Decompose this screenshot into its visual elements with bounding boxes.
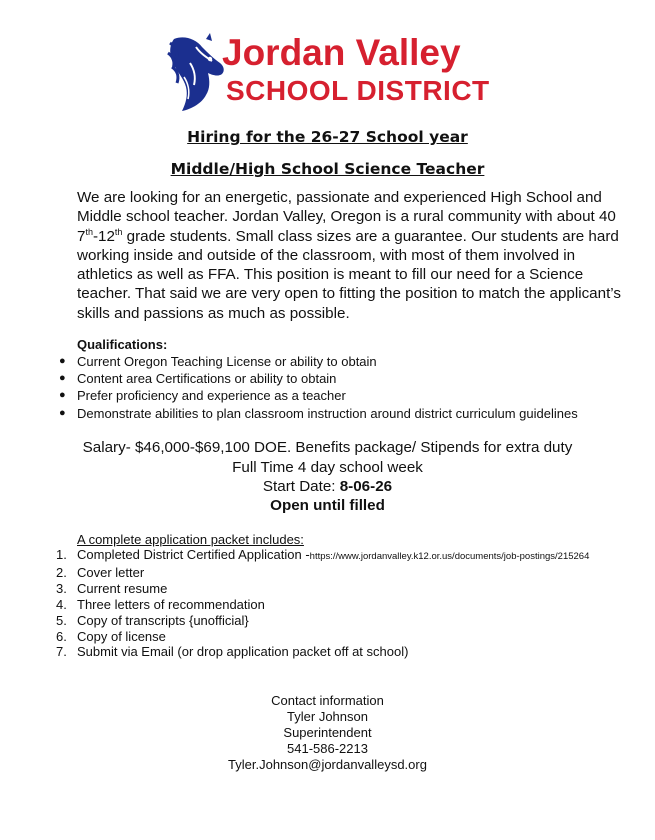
intro-paragraph — [77, 188, 622, 323]
list-item — [56, 597, 636, 613]
packet-item-text: Copy of transcripts {unofficial} — [77, 612, 249, 628]
intro-sup-1: th — [85, 226, 93, 237]
bullet-icon: ● — [59, 406, 66, 419]
list-item — [56, 629, 636, 645]
contact-email[interactable]: Tyler.Johnson@jordanvalleysd.org — [228, 757, 427, 772]
list-item — [56, 387, 636, 404]
qualifications-list — [56, 353, 636, 422]
list-item — [56, 613, 636, 629]
hiring-heading: Hiring for the 26-27 School year — [187, 128, 468, 146]
start-date-line — [0, 478, 655, 495]
contact-role: Superintendent — [283, 725, 372, 740]
list-item — [56, 565, 636, 581]
packet-list — [56, 547, 636, 660]
intro-sup-2: th — [114, 226, 123, 237]
qualification-text: Prefer proficiency and experience as a teacher — [77, 388, 346, 404]
logo-text-line2: SCHOOL DISTRICT — [226, 75, 490, 106]
packet-item-text: Completed District Certified Application - — [77, 547, 310, 562]
list-item — [56, 405, 636, 422]
intro-text-2: -12 — [92, 227, 115, 245]
item-number: 2. — [56, 564, 67, 580]
schedule-line: Full Time 4 day school week — [232, 459, 423, 476]
application-link[interactable]: https://www.jordanvalley.k12.or.us/documents/job-postings/215264 — [309, 551, 590, 562]
packet-item-text: Cover letter — [77, 564, 145, 580]
item-number: 4. — [56, 596, 67, 612]
qualification-text: Current Oregon Teaching License or ability to obtain — [77, 354, 377, 369]
packet-item-text: Three letters of recommendation — [77, 596, 265, 612]
list-item — [56, 353, 636, 370]
bullet-icon: ● — [59, 389, 66, 402]
position-heading: Middle/High School Science Teacher — [170, 160, 485, 178]
item-number: 3. — [56, 580, 67, 596]
contact-name: Tyler Johnson — [287, 709, 368, 724]
item-number: 7. — [56, 644, 67, 660]
start-date-value: 8-06-26 — [339, 478, 393, 495]
list-item — [56, 547, 636, 565]
item-number: 6. — [56, 628, 67, 644]
start-date-label: Start Date: — [262, 478, 340, 495]
bullet-icon: ● — [59, 372, 66, 385]
packet-item-text: Copy of license — [77, 628, 166, 644]
packet-item-text: Submit via Email (or drop application packet off at school) — [77, 644, 409, 660]
item-number: 1. — [56, 547, 67, 562]
contact-title: Contact information — [271, 693, 384, 708]
intro-text-3: grade students. Small class sizes are a guarantee. Our students are hard working inside and outside of the classroom, with most of them involved in athletics as well as FFA. This position is meant to fill our need for a Science teacher. That said we are very open to fitting the position to match the applicant’s skills and passions as much as possible. — [77, 227, 621, 322]
list-item — [56, 370, 636, 387]
contact-phone: 541-586-2213 — [287, 741, 368, 756]
mustang-horse-icon — [166, 33, 228, 113]
packet-title: A complete application packet includes: — [77, 532, 304, 547]
bullet-icon: ● — [59, 355, 66, 367]
list-item — [56, 581, 636, 597]
qualification-text: Demonstrate abilities to plan classroom instruction around district curriculum guidelines — [77, 405, 578, 421]
item-number: 5. — [56, 612, 67, 628]
logo-text-line1: Jordan Valley — [222, 32, 461, 73]
district-logo — [166, 33, 496, 113]
qualification-text: Content area Certifications or ability to obtain — [77, 371, 337, 387]
list-item — [56, 644, 636, 660]
open-until-filled: Open until filled — [270, 497, 385, 514]
intro-text-1: We are looking for an energetic, passionate and experienced High School and Middle school teacher. Jordan Valley, Oregon is a rural community with about 40 7 — [77, 189, 616, 245]
contact-block — [0, 693, 655, 773]
salary-line: Salary- $46,000-$69,100 DOE. Benefits package/ Stipends for extra duty — [82, 439, 573, 456]
qualifications-title: Qualifications: — [77, 337, 168, 352]
packet-item-text: Current resume — [77, 580, 168, 596]
